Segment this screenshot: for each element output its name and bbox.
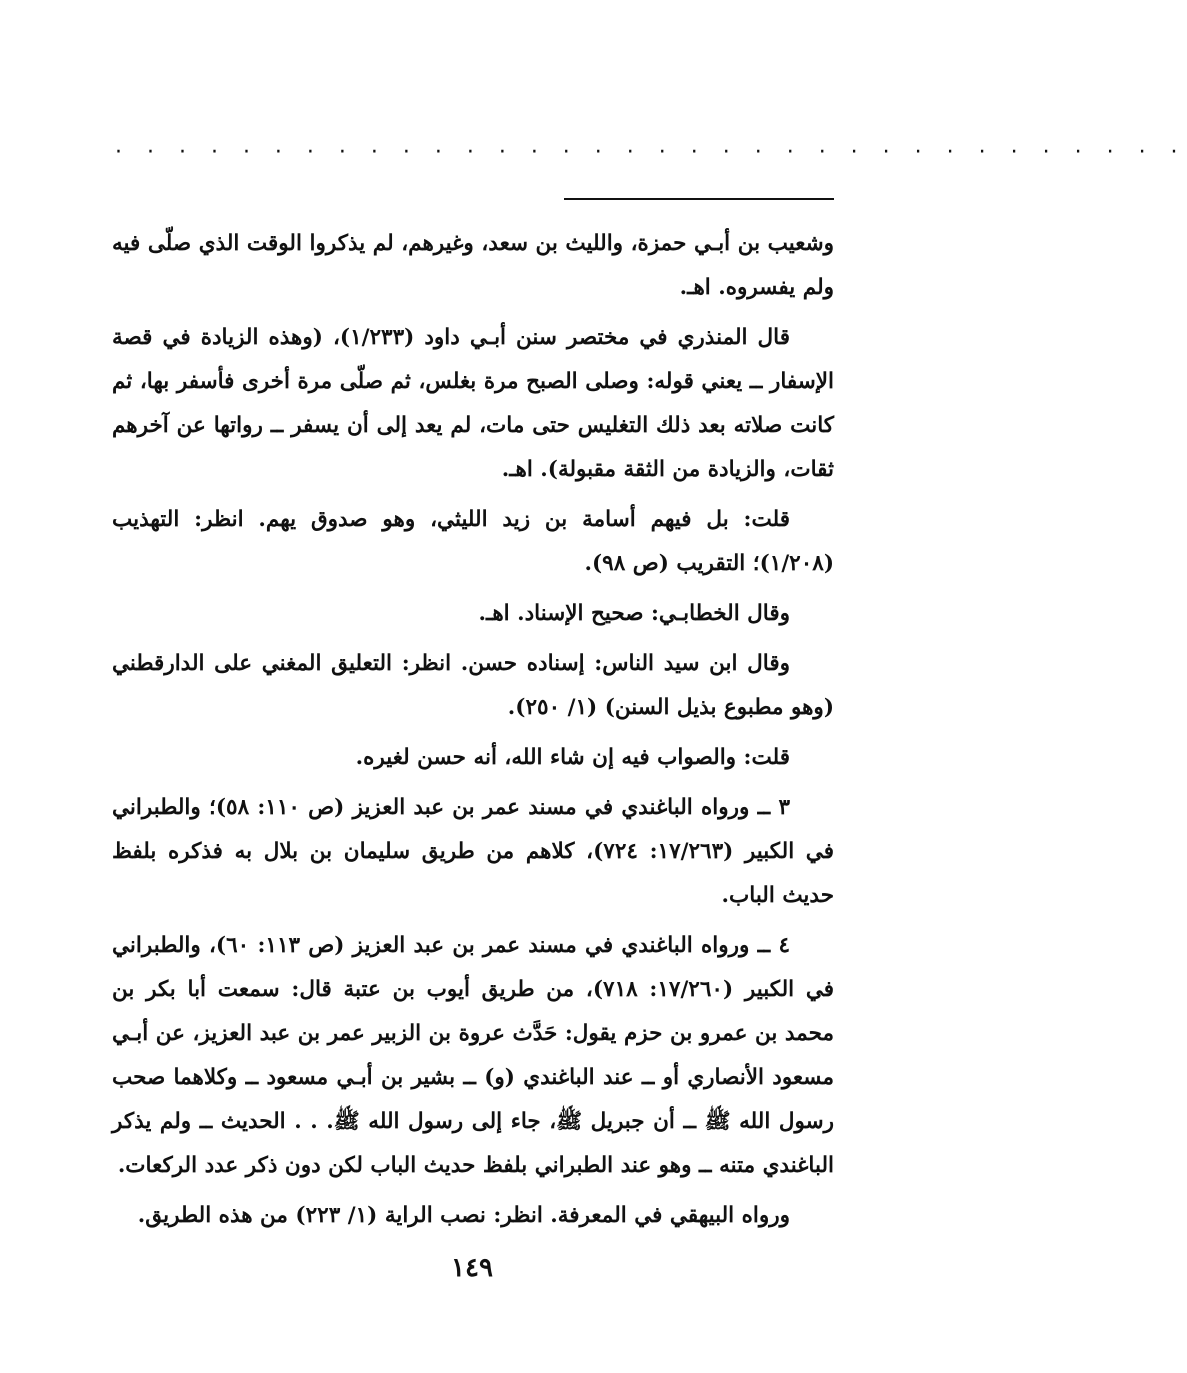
paragraph-7: ٣ ــ ورواه الباغندي في مسند عمر بن عبد العزيز (ص ١١٠: ٥٨)؛ والطبراني في الكبير (١٧/٢٦٣: ٧٢٤)، كلاهم من طريق سليمان بن بلال به فذكره بلفظ حديث الباب. [112,795,834,908]
paragraph-2: قال المنذري في مختصر سنن أبـي داود (١/٢٣٣)، (وهذه الزيادة في قصة الإسفار ــ يعني قوله: وصلى الصبح مرة بغلس، ثم صلّى مرة أخرى فأسفر بها، ثم كانت صلاته بعد ذلك التغليس حتى مات، لم يعد إلى أن يسفر ــ رواتها عن آخرهم ثقات، والزيادة من الثقة مقبولة). اهـ. [112,325,834,482]
dotted-separator: · · · · · · · · · · · · · · · · · · · · · · · · · · · · · · · · · · [115,140,1187,165]
footnote-text-block [112,222,834,1244]
footnote-rule [564,198,834,200]
paragraph-4: وقال الخطابـي: صحيح الإسناد. اهـ. [478,601,790,626]
paragraph-8: ٤ ــ ورواه الباغندي في مسند عمر بن عبد العزيز (ص ١١٣: ٦٠)، والطبراني في الكبير (١٧/٢٦٠: ٧١٨)، من طريق أيوب بن عتبة قال: سمعت أبا بكر بن محمد بن عمرو بن حزم يقول: حَدَّث عروة بن الزبير عمر بن عبد العزيز، عن أبـي مسعود الأنصاري أو ــ عند الباغندي (و) ــ بشير بن أبـي مسعود ــ وكلاهما صحب رسول الله ﷺ ــ أن جبريل ﷺ، جاء إلى رسول الله ﷺ. . . الحديث ــ ولم يذكر الباغندي متنه ــ وهو عند الطبراني بلفظ حديث الباب لكن دون ذكر عدد الركعات. [112,933,835,1178]
paragraph-5: وقال ابن سيد الناس: إسناده حسن. انظر: التعليق المغني على الدارقطني (وهو مطبوع بذيل السنن) (١/ ٢٥٠). [112,651,834,720]
paragraph-1: وشعيب بن أبـي حمزة، والليث بن سعد، وغيرهم، لم يذكروا الوقت الذي صلّى فيه ولم يفسروه. اهـ. [112,231,834,300]
paragraph-3: قلت: بل فيهم أسامة بن زيد الليثي، وهو صدوق يهم. انظر: التهذيب (١/٢٠٨)؛ التقريب (ص ٩٨). [112,507,834,576]
paragraph-6: قلت: والصواب فيه إن شاء الله، أنه حسن لغيره. [355,745,790,770]
paragraph-9: ورواه البيهقي في المعرفة. انظر: نصب الراية (١/ ٢٢٣) من هذه الطريق. [137,1203,790,1228]
page-number: ١٤٩ [451,1253,493,1283]
